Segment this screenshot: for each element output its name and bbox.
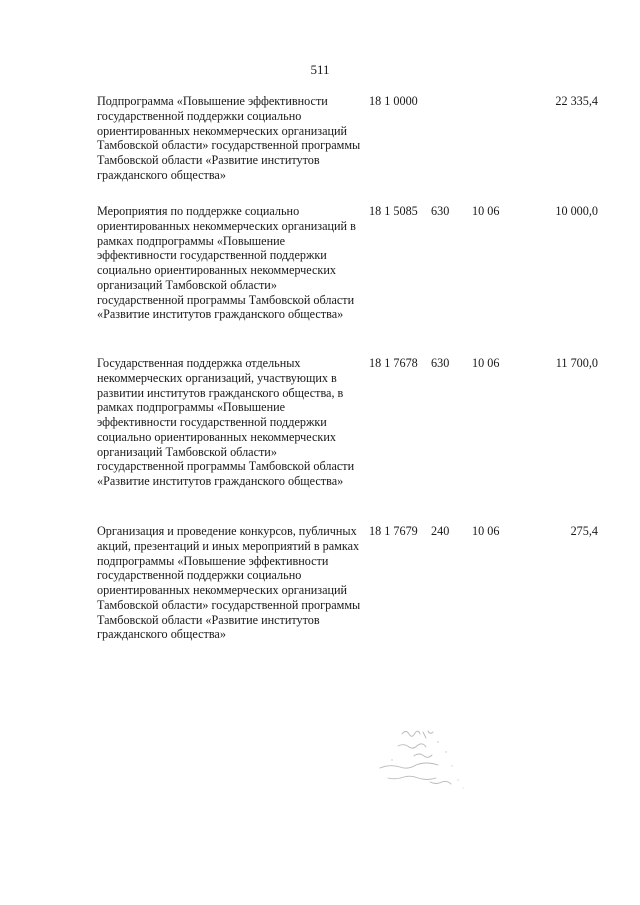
faint-signature-mark (368, 722, 478, 802)
expense-type-code: 240 (431, 524, 450, 538)
expense-name: Организация и проведение конкурсов, публичных акций, презентаций и иных мероприятий в рамках подпрограммы «Повышение эффективности государственной поддержки социально ориентированных некоммерческих организаций Тамбовской области» государственной программы Тамбовской области «Развитие институтов гражданского общества» (97, 524, 361, 642)
target-article-code: 18 1 7678 (369, 356, 418, 370)
target-article-code: 18 1 7679 (369, 524, 418, 538)
amount: 275,4 (570, 524, 598, 538)
expense-name: Подпрограмма «Повышение эффективности государственной поддержки социально ориентированных некоммерческих организаций Тамбовской области» государственной программы Тамбовской области «Развитие институтов гражданского общества» (97, 94, 361, 182)
expense-name: Государственная поддержка отдельных некоммерческих организаций, участвующих в развитии институтов гражданского общества, в рамках подпрограммы «Повышение эффективности государственной поддержки социально ориентированных некоммерческих организаций Тамбовской области» государственной программы Тамбовской области «Развитие институтов гражданского общества» (97, 356, 355, 488)
expense-type-code: 630 (431, 356, 450, 370)
expense-name: Мероприятия по поддержке социально ориентированных некоммерческих организаций в рамках подпрограммы «Повышение эффективности государственной поддержки социально ориентированных некоммерческих организаций Тамбовской области» государственной программы Тамбовской области «Развитие институтов гражданского общества» (97, 204, 356, 322)
page-number: 511 (310, 62, 330, 77)
amount: 10 000,0 (555, 204, 598, 218)
section-subsection-code: 10 06 (472, 524, 500, 538)
target-article-code: 18 1 5085 (369, 204, 418, 218)
section-subsection-code: 10 06 (472, 204, 500, 218)
section-subsection-code: 10 06 (472, 356, 500, 370)
amount: 11 700,0 (555, 356, 598, 370)
expense-type-code: 630 (431, 204, 450, 218)
target-article-code: 18 1 0000 (369, 94, 418, 108)
amount: 22 335,4 (555, 94, 598, 108)
